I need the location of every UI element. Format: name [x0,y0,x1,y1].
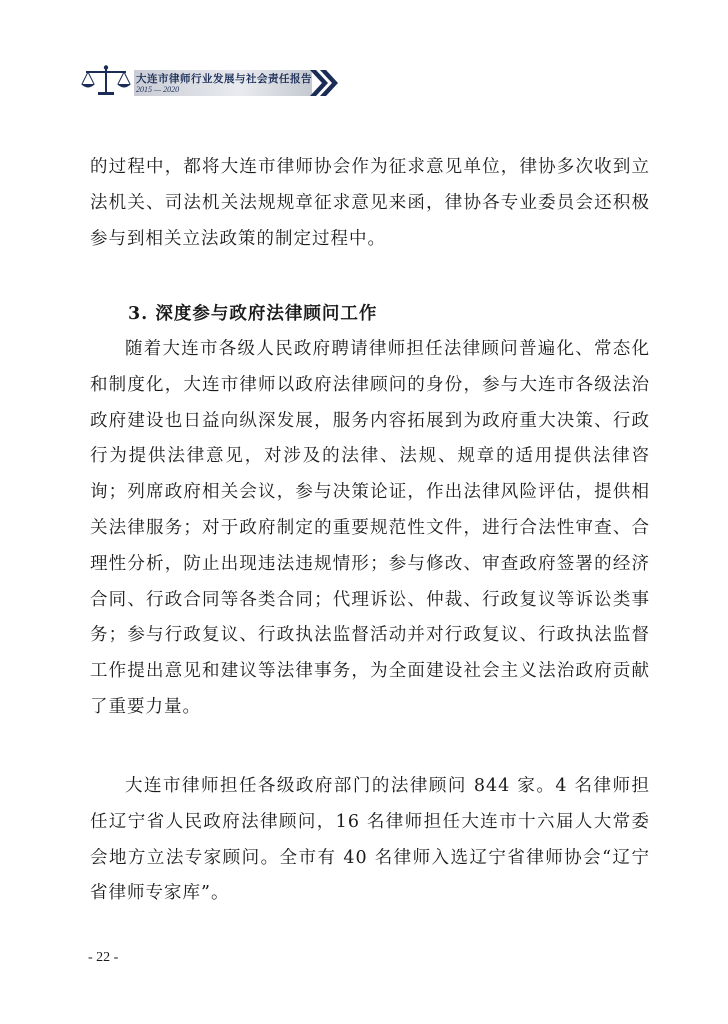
report-header [80,62,340,102]
page-number: - 22 - [88,950,119,965]
statistics-block [90,769,650,912]
statistics-paragraph: 大连市律师担任各级政府部门的法律顾问 844 家。4 名律师担任辽宁省人民政府法律顾问，16 名律师担任大连市十六届人大常委会地方立法专家顾问。全市有 40 名律师入选辽宁省律师协会“辽宁省律师专家库”。 [90,776,650,904]
continued-paragraph: 的过程中，都将大连市律师协会作为征求意见单位，律协多次收到立法机关、司法机关法规规章征求意见来函，律协各专业委员会还积极参与到相关立法政策的制定过程中。 [90,157,650,249]
scales-of-justice-icon [80,64,132,98]
chevron-right-icon [308,68,340,98]
section-block [90,296,650,726]
report-title: 大连市律师行业发展与社会责任报告 [136,73,312,85]
report-years: 2015 — 2020 [136,85,180,94]
section-paragraph: 随着大连市各级人民政府聘请律师担任法律顾问普遍化、常态化和制度化，大连市律师以政府法律顾问的身份，参与大连市各级法治政府建设也日益向纵深发展，服务内容拓展到为政府重大决策、行政行为提供法律意见，对涉及的法律、法规、规章的适用提供法律咨询；列席政府相关会议，参与决策论证，作出法律风险评估，提供相关法律服务；对于政府制定的重要规范性文件，进行合法性审查、合理性分析，防止出现违法违规情形；参与修改、审查政府签署的经济合同、行政合同等各类合同；代理诉讼、仲裁、行政复议等诉讼类事务；参与行政复议、行政执法监督活动并对行政复议、行政执法监督工作提出意见和建议等法律事务，为全面建设社会主义法治政府贡献了重要力量。 [90,339,650,717]
section-heading: 3. 深度参与政府法律顾问工作 [128,304,378,324]
continued-paragraph-block [90,150,650,257]
